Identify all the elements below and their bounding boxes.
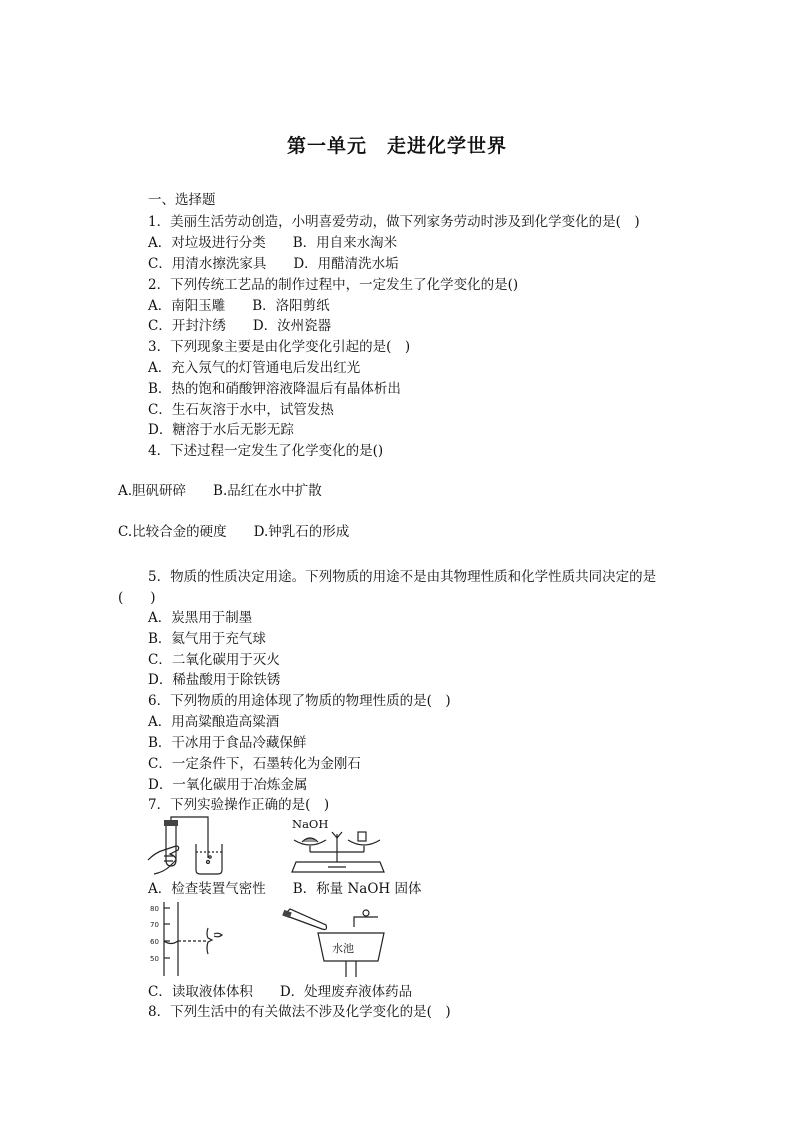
question-6-option-d: D．一氧化碳用于冶炼金属	[148, 777, 308, 793]
question-7-stem: 7．下列实验操作正确的是( )	[148, 797, 330, 813]
question-6-option-b: B．干冰用于食品冷藏保鲜	[148, 735, 307, 751]
figure-graduated-cylinder	[150, 900, 234, 978]
question-1-options-cd: C．用清水擦洗家具 D．用醋清洗水垢	[148, 256, 399, 272]
question-8-stem: 8．下列生活中的有关做法不涉及化学变化的是( )	[148, 1004, 451, 1020]
question-5-stem-continued: ( )	[118, 590, 156, 606]
question-5-option-c: C．二氧化碳用于灭火	[148, 652, 280, 668]
question-3-option-b: B．热的饱和硝酸钾溶液降温后有晶体析出	[148, 381, 401, 397]
cylinder-tick-50: 50	[150, 955, 159, 963]
sink-label: 水池	[332, 942, 354, 955]
question-3-stem: 3．下列现象主要是由化学变化引起的是( )	[148, 339, 411, 355]
question-2-options-ab: A．南阳玉雕 B．洛阳剪纸	[148, 298, 330, 314]
cylinder-tick-70: 70	[150, 921, 159, 929]
question-2-stem: 2．下列传统工艺品的制作过程中，一定发生了化学变化的是()	[148, 277, 519, 293]
question-5-option-a: A．炭黑用于制墨	[148, 610, 253, 626]
question-4-options-ab: A.胆矾研碎 B.品红在水中扩散	[118, 483, 322, 499]
question-1-options-ab: A．对垃圾进行分类 B．用自来水淘米	[148, 235, 398, 251]
question-7-options-ab: A．检查装置气密性 B．称量 NaOH 固体	[148, 881, 422, 897]
question-3-option-a: A．充入氖气的灯管通电后发出红光	[148, 360, 361, 376]
question-3-option-c: C．生石灰溶于水中，试管发热	[148, 402, 334, 418]
question-5-option-d: D．稀盐酸用于除铁锈	[148, 672, 281, 688]
question-3-option-d: D．糖溶于水后无影无踪	[148, 422, 294, 438]
cylinder-tick-60: 60	[150, 938, 159, 946]
cylinder-tick-80: 80	[150, 905, 159, 913]
question-7-options-cd: C．读取液体体积 D．处理废弃液体药品	[148, 984, 413, 1000]
figure-naoh-label: NaOH	[292, 817, 329, 831]
question-1-stem: 1．美丽生活劳动创造，小明喜爱劳动，做下列家务劳动时涉及到化学变化的是( )	[148, 214, 640, 230]
question-6-option-a: A．用高粱酿造高粱酒	[148, 714, 280, 730]
question-5-stem: 5．物质的性质决定用途。下列物质的用途不是由其物理性质和化学性质共同决定的是	[148, 569, 657, 585]
page-title: 第一单元 走进化学世界	[286, 135, 507, 157]
question-6-stem: 6．下列物质的用途体现了物质的物理性质的是( )	[148, 693, 451, 709]
question-4-stem: 4．下述过程一定发生了化学变化的是()	[148, 443, 384, 459]
question-5-option-b: B．氦气用于充气球	[148, 631, 266, 647]
figure-airtightness-check	[146, 816, 230, 876]
question-6-option-c: C．一定条件下，石墨转化为金刚石	[148, 756, 361, 772]
figure-balance-weighing	[288, 828, 388, 876]
question-4-options-cd: C.比较合金的硬度 D.钟乳石的形成	[118, 524, 350, 540]
section-heading: 一、选择题	[148, 192, 216, 208]
figure-waste-disposal	[282, 905, 392, 979]
question-2-options-cd: C．开封汴绣 D．汝州瓷器	[148, 318, 332, 334]
